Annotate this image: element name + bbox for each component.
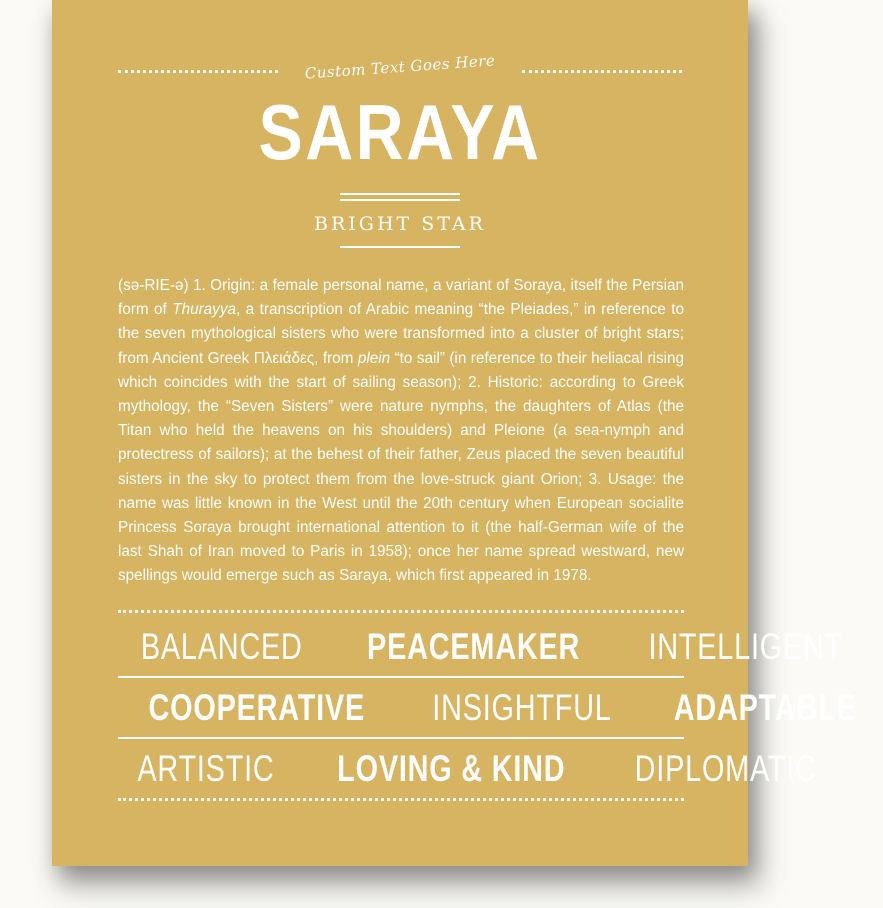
traits-dotted-line-bottom	[118, 798, 684, 801]
tagline-row	[118, 51, 682, 83]
definition-text-2: , a transcription of Arabic meaning “the Pleiades,” in reference to the seven mythological sisters who were transformed into a cluster of bright stars; from Ancient Greek Πλειάδες, from	[118, 301, 684, 367]
tagline-dotted-line-right	[522, 70, 682, 73]
trait: LOVING & KIND	[337, 748, 566, 789]
trait: PEACEMAKER	[366, 626, 580, 667]
name-meaning: BRIGHT STAR	[314, 213, 486, 235]
definition-italic-1: Thurayya	[172, 301, 236, 319]
trait: BALANCED	[140, 626, 303, 667]
definition-italic-2: plein	[357, 349, 391, 367]
title-rule-bottom	[340, 199, 460, 201]
traits-divider-2	[118, 737, 684, 739]
name-title: SARAYA	[258, 88, 542, 176]
definition-text-1: (sə-RIE-ə) 1. Origin: a female personal name, a variant of Soraya, itself the Persian form of	[118, 277, 684, 319]
title-rule-top	[340, 193, 460, 195]
traits-divider-1	[118, 676, 684, 678]
trait: INSIGHTFUL	[432, 687, 612, 728]
meaning-rule	[340, 246, 460, 248]
definition-text-3: “to sail” (in reference to their heliacal rising which coincides with the start of sailing season); 2. Historic: according to Greek mythology, the “Seven Sisters” were nature nymphs, the daughters of Atlas (the Titan who held the heavens on his shoulders) and Pleione (a sea-nymph and protectress of sailors); at the behest of their father, Zeus placed the seven beautiful sisters in the sky to protect them from the love-struck giant Orion; 3. Usage: the name was little known in the West until the 20th century when European socialite Princess Soraya brought international attention to it (the half-German wife of the last Shah of Iran moved to Paris in 1958); once her name spread westward, new spellings would emerge such as Saraya, which first appeared in 1978.	[118, 349, 685, 585]
trait: DIPLOMATIC	[634, 748, 817, 789]
traits-row-2	[118, 686, 857, 730]
trait: ADAPTABLE	[673, 687, 857, 728]
traits-row-3	[118, 747, 817, 791]
name-poster	[52, 0, 857, 866]
traits-row-1	[118, 625, 844, 669]
trait: COOPERATIVE	[148, 687, 366, 728]
tagline-text: Custom Text Goes Here	[304, 51, 496, 83]
trait: ARTISTIC	[137, 748, 275, 789]
name-definition	[118, 274, 684, 589]
traits-dotted-line-top	[118, 610, 684, 613]
trait: INTELLIGENT	[648, 626, 844, 667]
